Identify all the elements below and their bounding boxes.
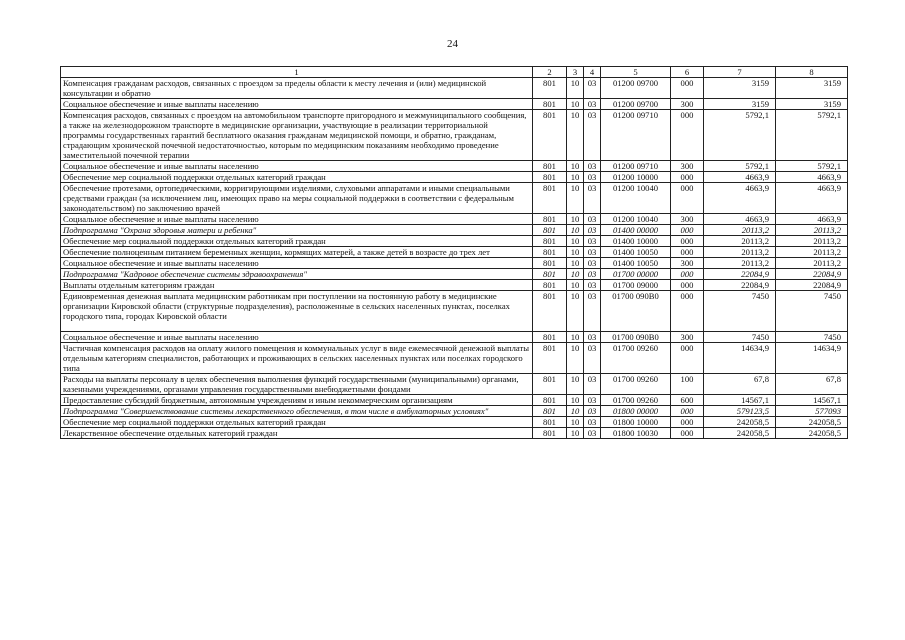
table-row	[61, 110, 848, 161]
amount-year1-cell: 4663,9	[704, 172, 776, 183]
expense-type-cell: 000	[671, 225, 704, 236]
target-article-cell: 01700 00000	[601, 269, 671, 280]
target-article-cell: 01700 09260	[601, 395, 671, 406]
amount-year2-cell: 14567,1	[776, 395, 848, 406]
amount-year2-cell: 4663,9	[776, 214, 848, 225]
table-row	[61, 269, 848, 280]
expense-name-cell: Лекарственное обеспечение отдельных категорий граждан	[61, 428, 533, 439]
amount-year1-cell: 3159	[704, 78, 776, 99]
subsection-code-cell: 03	[584, 406, 601, 417]
subsection-code-cell: 03	[584, 214, 601, 225]
section-code-cell: 10	[567, 183, 584, 214]
table-row	[61, 183, 848, 214]
amount-year2-cell: 3159	[776, 99, 848, 110]
table-row	[61, 78, 848, 99]
expense-name-cell: Социальное обеспечение и иные выплаты населению	[61, 161, 533, 172]
subsection-code-cell: 03	[584, 247, 601, 258]
expense-type-cell: 000	[671, 343, 704, 374]
section-code-cell: 10	[567, 247, 584, 258]
ministry-code-cell: 801	[533, 291, 567, 332]
expense-name-cell: Обеспечение полноценным питанием беременных женщин, кормящих матерей, а также детей в возрасте до трех лет	[61, 247, 533, 258]
section-code-cell: 10	[567, 236, 584, 247]
subsection-code-cell: 03	[584, 291, 601, 332]
ministry-code-cell: 801	[533, 343, 567, 374]
ministry-code-cell: 801	[533, 417, 567, 428]
ministry-code-cell: 801	[533, 236, 567, 247]
ministry-code-cell: 801	[533, 428, 567, 439]
header-cell: 5	[601, 67, 671, 78]
expense-type-cell: 000	[671, 172, 704, 183]
ministry-code-cell: 801	[533, 78, 567, 99]
section-code-cell: 10	[567, 110, 584, 161]
section-code-cell: 10	[567, 291, 584, 332]
amount-year2-cell: 20113,2	[776, 225, 848, 236]
table-row	[61, 343, 848, 374]
amount-year2-cell: 22084,9	[776, 269, 848, 280]
expense-name-cell: Компенсация гражданам расходов, связанных с проездом за пределы области к месту лечения и (или) медицинской консультации и обратно	[61, 78, 533, 99]
budget-table	[60, 66, 848, 439]
ministry-code-cell: 801	[533, 247, 567, 258]
amount-year2-cell: 4663,9	[776, 172, 848, 183]
amount-year2-cell: 242058,5	[776, 428, 848, 439]
amount-year1-cell: 14634,9	[704, 343, 776, 374]
amount-year2-cell: 5792,1	[776, 110, 848, 161]
expense-type-cell: 000	[671, 183, 704, 214]
target-article-cell: 01800 00000	[601, 406, 671, 417]
expense-name-cell: Обеспечение мер социальной поддержки отдельных категорий граждан	[61, 236, 533, 247]
amount-year1-cell: 3159	[704, 99, 776, 110]
section-code-cell: 10	[567, 99, 584, 110]
amount-year2-cell: 7450	[776, 291, 848, 332]
expense-type-cell: 000	[671, 78, 704, 99]
ministry-code-cell: 801	[533, 258, 567, 269]
expense-type-cell: 000	[671, 247, 704, 258]
expense-name-cell: Выплаты отдельным категориям граждан	[61, 280, 533, 291]
subsection-code-cell: 03	[584, 172, 601, 183]
subsection-code-cell: 03	[584, 343, 601, 374]
header-row	[61, 67, 848, 78]
section-code-cell: 10	[567, 78, 584, 99]
ministry-code-cell: 801	[533, 332, 567, 343]
amount-year1-cell: 20113,2	[704, 258, 776, 269]
subsection-code-cell: 03	[584, 236, 601, 247]
subsection-code-cell: 03	[584, 110, 601, 161]
expense-name-cell: Единовременная денежная выплата медицинским работникам при поступлении на постоянную работу в медицинские организации Кировской области (структурные подразделения), расположенные в сельских населенных пунктах, поселках городского типа, городах Кировской области	[61, 291, 533, 332]
amount-year2-cell: 242058,5	[776, 417, 848, 428]
amount-year1-cell: 67,8	[704, 374, 776, 395]
expense-type-cell: 000	[671, 291, 704, 332]
amount-year2-cell: 577093	[776, 406, 848, 417]
subsection-code-cell: 03	[584, 269, 601, 280]
section-code-cell: 10	[567, 172, 584, 183]
ministry-code-cell: 801	[533, 374, 567, 395]
table-row	[61, 406, 848, 417]
section-code-cell: 10	[567, 332, 584, 343]
target-article-cell: 01700 090В0	[601, 291, 671, 332]
expense-type-cell: 000	[671, 236, 704, 247]
section-code-cell: 10	[567, 225, 584, 236]
subsection-code-cell: 03	[584, 183, 601, 214]
ministry-code-cell: 801	[533, 395, 567, 406]
target-article-cell: 01400 10050	[601, 258, 671, 269]
table-row	[61, 291, 848, 332]
expense-name-cell: Социальное обеспечение и иные выплаты населению	[61, 99, 533, 110]
page-number: 24	[447, 38, 458, 50]
target-article-cell: 01400 10000	[601, 236, 671, 247]
expense-type-cell: 300	[671, 258, 704, 269]
expense-name-cell: Предоставление субсидий бюджетным, автономным учреждениям и иным некоммерческим организациям	[61, 395, 533, 406]
section-code-cell: 10	[567, 280, 584, 291]
subsection-code-cell: 03	[584, 332, 601, 343]
ministry-code-cell: 801	[533, 214, 567, 225]
ministry-code-cell: 801	[533, 280, 567, 291]
target-article-cell: 01200 09700	[601, 99, 671, 110]
amount-year1-cell: 4663,9	[704, 183, 776, 214]
expense-type-cell: 600	[671, 395, 704, 406]
ministry-code-cell: 801	[533, 99, 567, 110]
amount-year1-cell: 5792,1	[704, 110, 776, 161]
amount-year1-cell: 20113,2	[704, 236, 776, 247]
subsection-code-cell: 03	[584, 258, 601, 269]
expense-name-cell: Расходы на выплаты персоналу в целях обеспечения выполнения функций государственными (муниципальными) органами, казенными учреждениями, органами управления государственными внебюджетными фондами	[61, 374, 533, 395]
expense-name-cell: Компенсация расходов, связанных с проездом на автомобильном транспорте пригородного и межмуниципального сообщения, а также на железнодорожном транспорте в медицинские организации, участвующие в реализации территориальной программы государственных гарантий бесплатного оказания гражданам медицинской помощи, и обратно, гражданам, страдающим хронической почечной недостаточностью, которым по медицинским показаниям необходимо проведение заместительной почечной терапии	[61, 110, 533, 161]
ministry-code-cell: 801	[533, 172, 567, 183]
subsection-code-cell: 03	[584, 374, 601, 395]
header-cell: 8	[776, 67, 848, 78]
expense-type-cell: 300	[671, 332, 704, 343]
target-article-cell: 01700 090В0	[601, 332, 671, 343]
subsection-code-cell: 03	[584, 395, 601, 406]
target-article-cell: 01200 10040	[601, 214, 671, 225]
amount-year1-cell: 579123,5	[704, 406, 776, 417]
target-article-cell: 01800 10000	[601, 417, 671, 428]
header-cell: 7	[704, 67, 776, 78]
amount-year1-cell: 242058,5	[704, 417, 776, 428]
header-cell: 2	[533, 67, 567, 78]
target-article-cell: 01800 10030	[601, 428, 671, 439]
subsection-code-cell: 03	[584, 161, 601, 172]
expense-type-cell: 000	[671, 269, 704, 280]
ministry-code-cell: 801	[533, 406, 567, 417]
ministry-code-cell: 801	[533, 269, 567, 280]
expense-name-cell: Обеспечение протезами, ортопедическими, корригирующими изделиями, слуховыми аппаратами и иными специальными средствами граждан (за исключением лиц, имеющих право на меры социальной поддержки в соответствии с федеральным законодательством) по заключению врачей	[61, 183, 533, 214]
target-article-cell: 01200 10000	[601, 172, 671, 183]
target-article-cell: 01200 09700	[601, 78, 671, 99]
amount-year1-cell: 20113,2	[704, 247, 776, 258]
subsection-code-cell: 03	[584, 428, 601, 439]
ministry-code-cell: 801	[533, 225, 567, 236]
amount-year2-cell: 20113,2	[776, 258, 848, 269]
expense-name-cell: Социальное обеспечение и иные выплаты населению	[61, 332, 533, 343]
amount-year2-cell: 67,8	[776, 374, 848, 395]
expense-type-cell: 000	[671, 417, 704, 428]
header-cell: 6	[671, 67, 704, 78]
amount-year2-cell: 4663,9	[776, 183, 848, 214]
target-article-cell: 01700 09000	[601, 280, 671, 291]
target-article-cell: 01700 09260	[601, 343, 671, 374]
expense-type-cell: 300	[671, 161, 704, 172]
ministry-code-cell: 801	[533, 161, 567, 172]
expense-type-cell: 000	[671, 280, 704, 291]
section-code-cell: 10	[567, 395, 584, 406]
expense-type-cell: 100	[671, 374, 704, 395]
target-article-cell: 01200 10040	[601, 183, 671, 214]
expense-name-cell: Подпрограмма "Кадровое обеспечение системы здравоохранения"	[61, 269, 533, 280]
table-row	[61, 99, 848, 110]
target-article-cell: 01400 00000	[601, 225, 671, 236]
expense-type-cell: 300	[671, 99, 704, 110]
table-row	[61, 161, 848, 172]
section-code-cell: 10	[567, 417, 584, 428]
table-row	[61, 225, 848, 236]
amount-year1-cell: 7450	[704, 332, 776, 343]
amount-year2-cell: 7450	[776, 332, 848, 343]
amount-year2-cell: 5792,1	[776, 161, 848, 172]
expense-type-cell: 300	[671, 214, 704, 225]
amount-year1-cell: 5792,1	[704, 161, 776, 172]
amount-year2-cell: 22084,9	[776, 280, 848, 291]
table-row	[61, 332, 848, 343]
table-row	[61, 247, 848, 258]
expense-type-cell: 000	[671, 406, 704, 417]
expense-name-cell: Подпрограмма "Совершенствование системы лекарственного обеспечения, в том числе в амбулаторных условиях"	[61, 406, 533, 417]
table-row	[61, 374, 848, 395]
target-article-cell: 01200 09710	[601, 161, 671, 172]
table-row	[61, 214, 848, 225]
subsection-code-cell: 03	[584, 78, 601, 99]
target-article-cell: 01700 09260	[601, 374, 671, 395]
amount-year1-cell: 20113,2	[704, 225, 776, 236]
table-row	[61, 395, 848, 406]
expense-name-cell: Социальное обеспечение и иные выплаты населению	[61, 214, 533, 225]
amount-year2-cell: 14634,9	[776, 343, 848, 374]
section-code-cell: 10	[567, 428, 584, 439]
amount-year1-cell: 14567,1	[704, 395, 776, 406]
section-code-cell: 10	[567, 258, 584, 269]
target-article-cell: 01400 10050	[601, 247, 671, 258]
expense-type-cell: 000	[671, 428, 704, 439]
amount-year1-cell: 22084,9	[704, 269, 776, 280]
section-code-cell: 10	[567, 214, 584, 225]
expense-name-cell: Подпрограмма "Охрана здоровья матери и ребенка"	[61, 225, 533, 236]
subsection-code-cell: 03	[584, 99, 601, 110]
section-code-cell: 10	[567, 374, 584, 395]
ministry-code-cell: 801	[533, 183, 567, 214]
amount-year1-cell: 22084,9	[704, 280, 776, 291]
subsection-code-cell: 03	[584, 417, 601, 428]
table-row	[61, 428, 848, 439]
ministry-code-cell: 801	[533, 110, 567, 161]
table-row	[61, 172, 848, 183]
table-row	[61, 236, 848, 247]
header-cell: 1	[61, 67, 533, 78]
header-cell: 3	[567, 67, 584, 78]
table-row	[61, 417, 848, 428]
subsection-code-cell: 03	[584, 280, 601, 291]
amount-year1-cell: 4663,9	[704, 214, 776, 225]
section-code-cell: 10	[567, 269, 584, 280]
amount-year2-cell: 20113,2	[776, 236, 848, 247]
expense-name-cell: Социальное обеспечение и иные выплаты населению	[61, 258, 533, 269]
expense-name-cell: Частичная компенсация расходов на оплату жилого помещения и коммунальных услуг в виде ежемесячной денежной выплаты отдельным категориям специалистов, работающих и проживающих в сельских населенных пунктах или поселках городского типа	[61, 343, 533, 374]
header-cell: 4	[584, 67, 601, 78]
subsection-code-cell: 03	[584, 225, 601, 236]
amount-year2-cell: 3159	[776, 78, 848, 99]
section-code-cell: 10	[567, 343, 584, 374]
section-code-cell: 10	[567, 406, 584, 417]
expense-name-cell: Обеспечение мер социальной поддержки отдельных категорий граждан	[61, 172, 533, 183]
section-code-cell: 10	[567, 161, 584, 172]
amount-year1-cell: 242058,5	[704, 428, 776, 439]
amount-year1-cell: 7450	[704, 291, 776, 332]
amount-year2-cell: 20113,2	[776, 247, 848, 258]
target-article-cell: 01200 09710	[601, 110, 671, 161]
table-row	[61, 280, 848, 291]
table-row	[61, 258, 848, 269]
expense-type-cell: 000	[671, 110, 704, 161]
expense-name-cell: Обеспечение мер социальной поддержки отдельных категорий граждан	[61, 417, 533, 428]
